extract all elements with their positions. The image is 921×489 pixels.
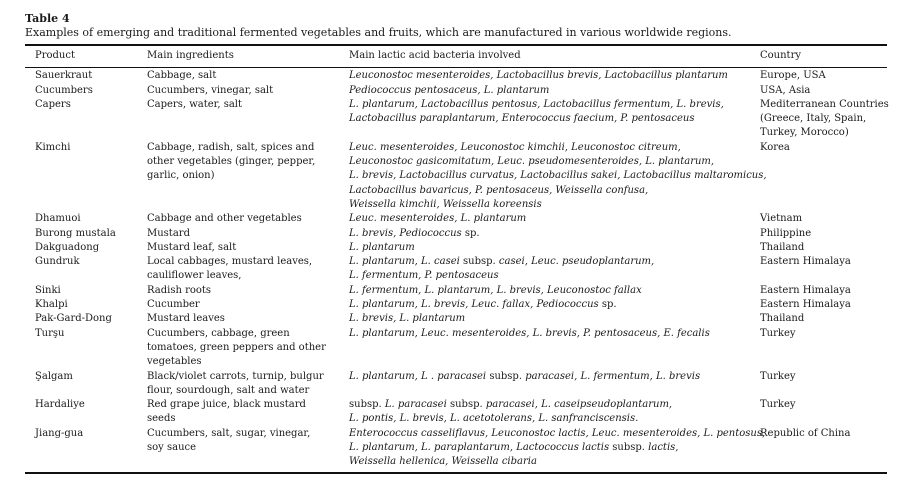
cell-country: [760, 98, 887, 141]
taxon-qualifier: subsp.: [609, 442, 649, 454]
table-row: [25, 141, 887, 212]
species-name: paracasei, L. caseipseudoplantarum,: [485, 399, 673, 411]
country-line: USA, Asia: [760, 84, 811, 96]
country-line: Mediterranean Countries: [760, 98, 889, 110]
cell-country: [760, 227, 887, 241]
table-row: [25, 427, 887, 470]
cell-product: [25, 84, 147, 98]
ingredients-line: Red grape juice, black mustard: [147, 399, 306, 411]
table-figure: [25, 12, 887, 474]
cell-bacteria: [349, 398, 760, 427]
column-header-country: Country: [760, 46, 887, 68]
bacteria-line: [349, 398, 760, 412]
species-name: Lactobacillus paraplantarum, Enterococcus faecium, P. pentosaceus: [349, 113, 695, 125]
bacteria-line: [349, 241, 760, 255]
cell-product: [25, 255, 147, 284]
cell-bacteria: [349, 98, 760, 141]
species-name: Leuconostoc mesenteroides, Lactobacillus brevis, Lactobacillus plantarum: [349, 70, 728, 82]
column-header-bacteria: Main lactic acid bacteria involved: [349, 46, 760, 68]
cell-country: [760, 370, 887, 399]
product-name: Sauerkraut: [35, 70, 93, 82]
product-name: Dhamuoi: [35, 213, 81, 225]
table-body: [25, 68, 887, 470]
country-line: Philippine: [760, 227, 812, 239]
bottom-rule: [25, 472, 887, 474]
product-name: Turşu: [35, 327, 65, 339]
ingredients-line: Cabbage, radish, salt, spices and: [147, 141, 315, 153]
cell-product: [25, 370, 147, 399]
cell-bacteria: [349, 241, 760, 255]
ingredients-line: soy sauce: [147, 442, 197, 454]
species-name: Weissella kimchii, Weissella koreensis: [349, 198, 542, 210]
ingredients-line: Local cabbages, mustard leaves,: [147, 256, 313, 268]
species-name: L. plantarum, L. casei: [349, 256, 460, 268]
product-name: Kimchi: [35, 141, 71, 153]
country-line: Eastern Himalaya: [760, 256, 851, 268]
table-row: [25, 98, 887, 141]
cell-bacteria: [349, 370, 760, 399]
bacteria-line: [349, 112, 760, 126]
header-row: [25, 46, 887, 68]
bacteria-line: [349, 269, 760, 283]
cell-country: [760, 427, 887, 470]
taxon-qualifier: sp.: [461, 227, 480, 239]
table-row: [25, 298, 887, 312]
species-name: Lactobacillus bavaricus, P. pentosaceus, Weissella confusa,: [349, 184, 649, 196]
table-row: [25, 327, 887, 370]
ingredients-line: other vegetables (ginger, pepper,: [147, 156, 316, 168]
species-name: L. plantarum, Leuc. mesenteroides, L. brevis, P. pentosaceus, E. fecalis: [349, 327, 710, 339]
table-row: [25, 227, 887, 241]
cell-product: [25, 98, 147, 141]
fermented-products-table: [25, 46, 887, 470]
cell-ingredients: [147, 68, 349, 84]
bacteria-line: [349, 255, 760, 269]
ingredients-line: tomatoes, green peppers and other: [147, 341, 326, 353]
ingredients-line: Cabbage and other vegetables: [147, 213, 302, 225]
cell-product: [25, 298, 147, 312]
bacteria-line: [349, 98, 760, 112]
country-line: Republic of China: [760, 427, 851, 439]
product-name: Cucumbers: [35, 84, 93, 96]
cell-ingredients: [147, 84, 349, 98]
table-row: [25, 284, 887, 298]
species-name: L. plantarum, L. paraplantarum, Lactococcus lactis: [349, 442, 610, 454]
ingredients-line: seeds: [147, 413, 176, 425]
cell-country: [760, 212, 887, 226]
bacteria-line: [349, 455, 760, 469]
species-name: L. plantarum, L. brevis, Leuc. fallax, Pediococcus: [349, 299, 599, 311]
species-name: L. brevis, L. plantarum: [349, 313, 466, 325]
column-header-product: Product: [25, 46, 147, 68]
table-row: [25, 68, 887, 84]
table-row: [25, 312, 887, 326]
product-name: Hardaliye: [35, 399, 85, 411]
cell-bacteria: [349, 312, 760, 326]
cell-country: [760, 84, 887, 98]
species-name: L. fermentum, L. plantarum, L. brevis, Leuconostoc fallax: [349, 284, 642, 296]
bacteria-line: [349, 69, 760, 83]
species-name: Leuc. mesenteroides, L. plantarum: [349, 213, 527, 225]
country-line: Korea: [760, 141, 790, 153]
bacteria-line: [349, 327, 760, 341]
cell-bacteria: [349, 227, 760, 241]
country-line: Turkey: [760, 370, 796, 382]
species-name: Leuc. mesenteroides, Leuconostoc kimchii, Leuconostoc citreum,: [349, 141, 681, 153]
cell-ingredients: [147, 241, 349, 255]
column-header-ingredients: Main ingredients: [147, 46, 349, 68]
species-name: Weissella hellenica, Weissella cibaria: [349, 456, 537, 468]
bacteria-line: [349, 412, 760, 426]
cell-bacteria: [349, 212, 760, 226]
cell-country: [760, 284, 887, 298]
cell-product: [25, 312, 147, 326]
ingredients-line: Cabbage, salt: [147, 70, 217, 82]
ingredients-line: Mustard leaf, salt: [147, 241, 237, 253]
taxon-qualifier: subsp.: [486, 370, 526, 382]
product-name: Khalpi: [35, 299, 68, 311]
cell-ingredients: [147, 312, 349, 326]
species-name: L. fermentum, P. pentosaceus: [349, 270, 499, 282]
cell-country: [760, 327, 887, 370]
cell-ingredients: [147, 227, 349, 241]
bacteria-line: [349, 84, 760, 98]
cell-country: [760, 141, 887, 212]
species-name: Enterococcus casseliflavus, Leuconostoc lactis, Leuc. mesenteroides, L. pentosus,: [349, 427, 766, 439]
country-line: Europe, USA: [760, 70, 826, 82]
bacteria-line: [349, 284, 760, 298]
cell-product: [25, 241, 147, 255]
table-row: [25, 212, 887, 226]
ingredients-line: garlic, onion): [147, 170, 215, 182]
bacteria-line: [349, 298, 760, 312]
ingredients-line: Radish roots: [147, 284, 212, 296]
cell-bacteria: [349, 327, 760, 370]
table-row: [25, 241, 887, 255]
taxon-qualifier: subsp.: [459, 256, 499, 268]
bacteria-line: [349, 198, 760, 212]
cell-product: [25, 68, 147, 84]
cell-ingredients: [147, 298, 349, 312]
country-line: Turkey, Morocco): [760, 127, 849, 139]
cell-product: [25, 284, 147, 298]
bacteria-line: [349, 427, 766, 441]
cell-country: [760, 241, 887, 255]
product-name: Pak-Gard-Dong: [35, 313, 112, 325]
bacteria-line: [349, 184, 760, 198]
country-line: Eastern Himalaya: [760, 299, 851, 311]
cell-product: [25, 427, 147, 470]
bacteria-line: [349, 155, 760, 169]
cell-product: [25, 327, 147, 370]
species-name: L. brevis, Pediococcus: [349, 227, 462, 239]
cell-ingredients: [147, 212, 349, 226]
table-row: [25, 255, 887, 284]
country-line: Thailand: [760, 313, 805, 325]
cell-bacteria: [349, 255, 760, 284]
product-name: Dakguadong: [35, 241, 100, 253]
ingredients-line: flour, sourdough, salt and water: [147, 384, 310, 396]
cell-bacteria: [349, 68, 760, 84]
species-name: L. plantarum, L . paracasei: [349, 370, 487, 382]
ingredients-line: Black/violet carrots, turnip, bulgur: [147, 370, 324, 382]
cell-ingredients: [147, 370, 349, 399]
country-line: (Greece, Italy, Spain,: [760, 113, 867, 125]
ingredients-line: vegetables: [147, 356, 202, 368]
table-label: Table 4: [25, 12, 70, 25]
bacteria-line: [349, 227, 760, 241]
cell-country: [760, 312, 887, 326]
table-row: [25, 370, 887, 399]
cell-product: [25, 227, 147, 241]
cell-ingredients: [147, 141, 349, 212]
cell-bacteria: [349, 141, 767, 212]
country-line: Thailand: [760, 241, 805, 253]
product-name: Jiang-gua: [35, 427, 84, 439]
bacteria-line: [349, 441, 760, 455]
ingredients-line: Cucumbers, salt, sugar, vinegar,: [147, 427, 311, 439]
species-name: lactis,: [648, 442, 679, 454]
cell-bacteria: [349, 84, 760, 98]
species-name: Leuconostoc gasicomitatum, Leuc. pseudomesenteroides, L. plantarum,: [349, 156, 715, 168]
product-name: Gundruk: [35, 256, 80, 268]
country-line: Turkey: [760, 399, 796, 411]
ingredients-line: Cucumbers, vinegar, salt: [147, 84, 274, 96]
species-name: L. paracasei: [384, 399, 447, 411]
ingredients-line: Cucumber: [147, 299, 200, 311]
bacteria-line: [349, 312, 760, 326]
cell-bacteria: [349, 284, 760, 298]
cell-product: [25, 212, 147, 226]
species-name: paracasei, L. fermentum, L. brevis: [525, 370, 701, 382]
ingredients-line: cauliflower leaves,: [147, 270, 242, 282]
table-row: [25, 84, 887, 98]
cell-product: [25, 141, 147, 212]
cell-country: [760, 255, 887, 284]
table-row: [25, 398, 887, 427]
cell-country: [760, 298, 887, 312]
table-caption: Examples of emerging and traditional fermented vegetables and fruits, which are manufactured in various worldwide regions.: [25, 26, 732, 39]
cell-country: [760, 68, 887, 84]
cell-ingredients: [147, 427, 349, 470]
species-name: L. plantarum, Lactobacillus pentosus, Lactobacillus fermentum, L. brevis,: [349, 98, 724, 110]
bacteria-line: [349, 169, 767, 183]
bacteria-line: [349, 212, 760, 226]
cell-ingredients: [147, 398, 349, 427]
product-name: Şalgam: [35, 370, 73, 382]
cell-ingredients: [147, 255, 349, 284]
cell-bacteria: [349, 427, 766, 470]
country-line: Eastern Himalaya: [760, 284, 851, 296]
bacteria-line: [349, 370, 760, 384]
cell-ingredients: [147, 98, 349, 141]
cell-product: [25, 398, 147, 427]
cell-ingredients: [147, 327, 349, 370]
species-name: L. plantarum: [349, 241, 415, 253]
species-name: Pediococcus pentosaceus, L. plantarum: [349, 84, 550, 96]
taxon-qualifier: sp.: [598, 299, 617, 311]
species-name: L. pontis, L. brevis, L. acetotolerans, L. sanfranciscensis.: [349, 413, 639, 425]
ingredients-line: Mustard: [147, 227, 190, 239]
cell-ingredients: [147, 284, 349, 298]
ingredients-line: Mustard leaves: [147, 313, 225, 325]
species-name: casei, Leuc. pseudoplantarum,: [498, 256, 655, 268]
ingredients-line: Cucumbers, cabbage, green: [147, 327, 290, 339]
product-name: Burong mustala: [35, 227, 116, 239]
cell-bacteria: [349, 298, 760, 312]
ingredients-line: Capers, water, salt: [147, 98, 243, 110]
species-name: L. brevis, Lactobacillus curvatus, Lactobacillus sakei, Lactobacillus maltaromicus,: [349, 170, 767, 182]
taxon-qualifier: subsp.: [446, 399, 486, 411]
bacteria-line: [349, 141, 760, 155]
taxon-qualifier: subsp.: [349, 399, 385, 411]
cell-country: [760, 398, 887, 427]
country-line: Vietnam: [760, 213, 803, 225]
product-name: Sinki: [35, 284, 61, 296]
product-name: Capers: [35, 98, 71, 110]
country-line: Turkey: [760, 327, 796, 339]
